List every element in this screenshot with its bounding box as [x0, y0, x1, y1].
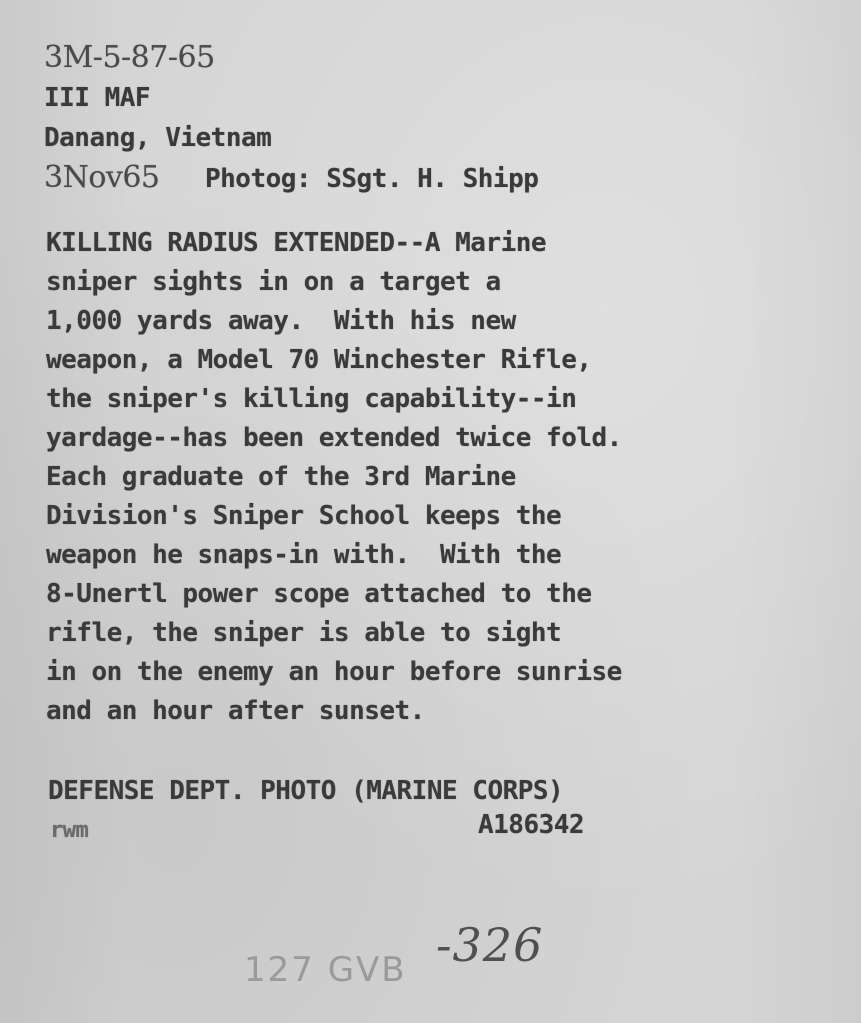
photo-id-number: A186342	[478, 810, 585, 840]
photographer: Photog: SSgt. H. Shipp	[205, 164, 539, 194]
unit-name: III MAF	[44, 83, 151, 113]
caption-line: and an hour after sunset.	[46, 696, 425, 726]
caption-line: Division's Sniper School keeps the	[46, 501, 562, 531]
caption-body	[46, 224, 836, 731]
caption-line: the sniper's killing capability--in	[46, 384, 577, 414]
caption-line: KILLING RADIUS EXTENDED--A Marine	[46, 228, 547, 258]
caption-line: in on the enemy an hour before sunrise	[46, 657, 622, 687]
handwritten-number: -326	[436, 918, 544, 972]
date-photographer-line	[44, 158, 538, 198]
location: Danang, Vietnam	[44, 123, 272, 153]
reference-number: 3M-5-87-65	[44, 40, 215, 75]
caption-line: rifle, the sniper is able to sight	[46, 618, 562, 648]
credit-line: DEFENSE DEPT. PHOTO (MARINE CORPS)	[48, 776, 564, 806]
caption-line: sniper sights in on a target a	[46, 267, 501, 297]
date: 3Nov65	[44, 160, 160, 195]
caption-line: Each graduate of the 3rd Marine	[46, 462, 516, 492]
caption-line: weapon, a Model 70 Winchester Rifle,	[46, 345, 592, 375]
caption-header	[44, 38, 538, 198]
caption-line: yardage--has been extended twice fold.	[46, 423, 622, 453]
archive-stamp: 127 GVB	[244, 950, 407, 990]
typist-initials: rwm	[50, 818, 89, 843]
caption-line: 8-Unertl power scope attached to the	[46, 579, 592, 609]
caption-line: weapon he snaps-in with. With the	[46, 540, 562, 570]
caption-line: 1,000 yards away. With his new	[46, 306, 516, 336]
photo-credit	[48, 772, 808, 810]
